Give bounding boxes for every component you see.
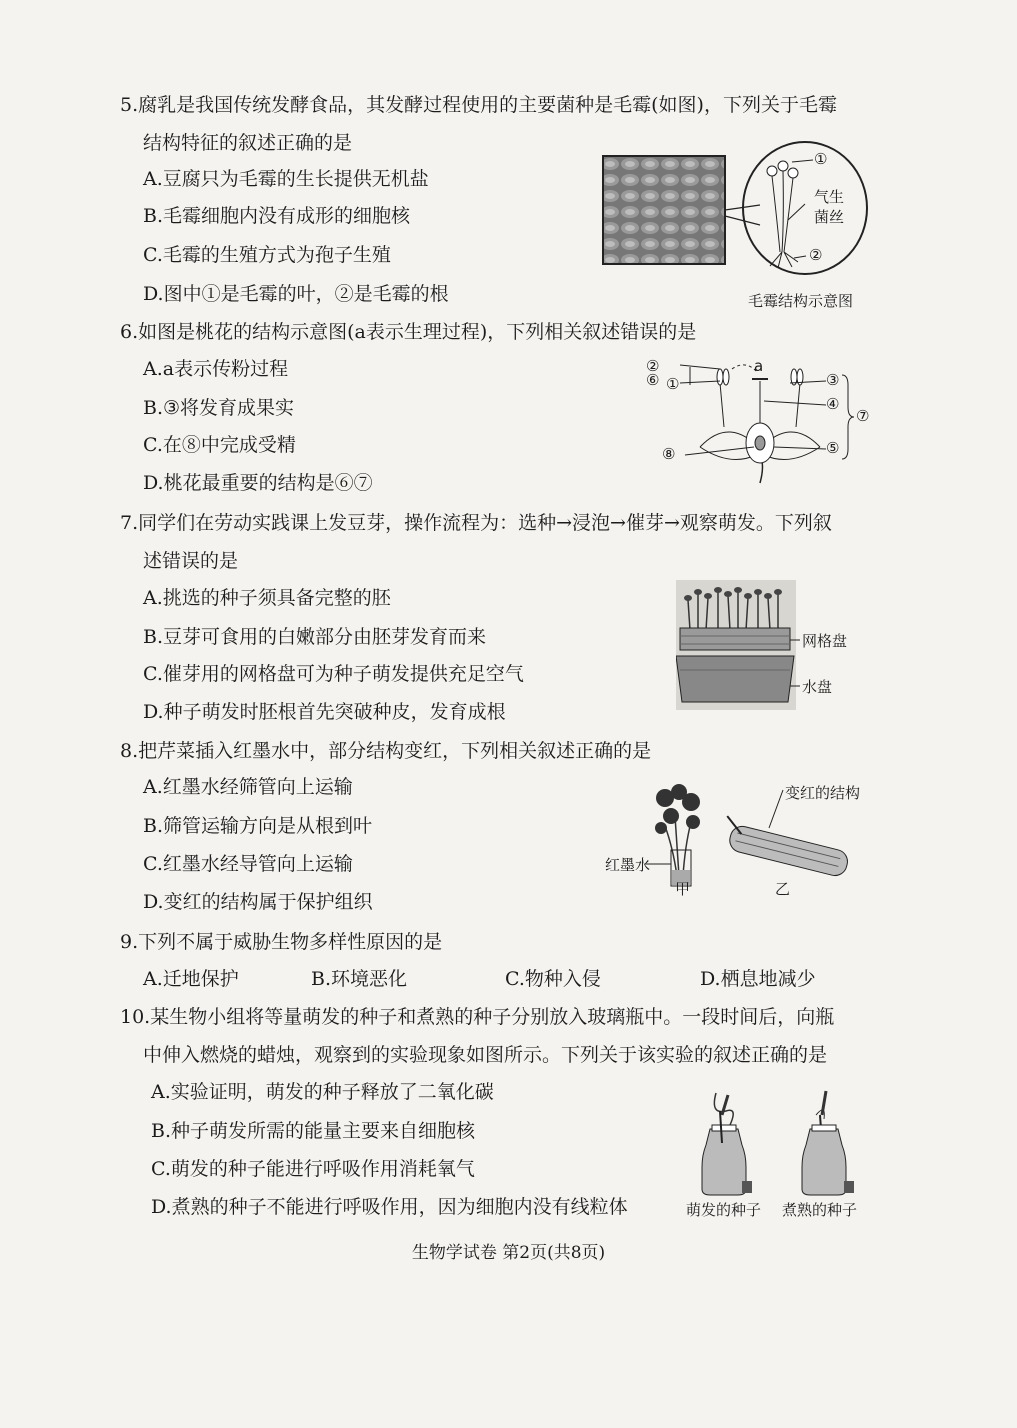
label-red-structure: 变红的结构 [785, 784, 861, 802]
q10-stem-line1: 10.某生物小组将等量萌发的种子和煮熟的种子分别放入玻璃瓶中。一段时间后，向瓶 [120, 1006, 835, 1028]
q7-option-d: D.种子萌发时胚根首先突破种皮，发育成根 [143, 701, 506, 723]
q5-option-b: B.毛霉细胞内没有成形的细胞核 [143, 205, 411, 227]
q10-option-c: C.萌发的种子能进行呼吸作用消耗氧气 [151, 1158, 475, 1180]
flower-label-7: ⑦ [856, 407, 870, 425]
q8-option-d: D.变红的结构属于保护组织 [143, 891, 373, 913]
mold-label-aerial: 气生 [814, 188, 845, 206]
mold-figure [600, 140, 880, 315]
q9-option-c: C.物种入侵 [505, 968, 601, 990]
q6-stem: 6.如图是桃花的结构示意图(a表示生理过程)，下列相关叙述错误的是 [120, 321, 697, 343]
seed-jars-diagram [686, 1085, 878, 1200]
flower-label-1: ① [666, 375, 680, 393]
q7-stem-line2: 述错误的是 [143, 550, 239, 572]
mold-label-1: ① [814, 150, 828, 168]
q8-option-c: C.红墨水经导管向上运输 [143, 853, 353, 875]
bean-sprout-figure [676, 580, 876, 720]
flower-label-a: a [754, 357, 764, 375]
label-cooked-seeds: 煮熟的种子 [782, 1201, 858, 1219]
label-water-tray: 水盘 [802, 678, 833, 696]
celery-figure [605, 776, 880, 906]
label-red-ink: 红墨水 [605, 856, 651, 874]
peach-flower-figure [640, 355, 880, 495]
q5-option-a: A.豆腐只为毛霉的生长提供无机盐 [143, 168, 429, 190]
q5-option-d: D.图中①是毛霉的叶，②是毛霉的根 [143, 283, 449, 305]
q8-option-a: A.红墨水经筛管向上运输 [143, 776, 353, 798]
mold-caption: 毛霉结构示意图 [748, 292, 854, 310]
q7-option-c: C.催芽用的网格盘可为种子萌发提供充足空气 [143, 663, 524, 685]
flower-label-4: ④ [826, 395, 840, 413]
flower-label-5: ⑤ [826, 439, 840, 457]
page-footer: 生物学试卷 第2页(共8页) [411, 1243, 606, 1263]
q6-option-a: A.a表示传粉过程 [143, 358, 289, 380]
flower-label-8: ⑧ [662, 445, 676, 463]
label-grid-tray: 网格盘 [802, 632, 848, 650]
q10-option-a: A.实验证明，萌发的种子释放了二氧化碳 [151, 1081, 494, 1103]
label-germinating-seeds: 萌发的种子 [686, 1201, 762, 1219]
mold-label-hyphae: 菌丝 [814, 208, 845, 226]
q10-option-b: B.种子萌发所需的能量主要来自细胞核 [151, 1120, 476, 1142]
q5-option-c: C.毛霉的生殖方式为孢子生殖 [143, 244, 391, 266]
flower-label-2: ② [646, 357, 660, 375]
q7-stem-line1: 7.同学们在劳动实践课上发豆芽，操作流程为：选种→浸泡→催芽→观察萌发。下列叙 [120, 512, 832, 534]
mold-label-2: ② [809, 246, 823, 264]
label-jia: 甲 [675, 880, 691, 898]
q9-option-b: B.环境恶化 [311, 968, 408, 990]
q9-option-d: D.栖息地减少 [700, 968, 816, 990]
q5-stem-line2: 结构特征的叙述正确的是 [143, 132, 353, 154]
q6-option-c: C.在⑧中完成受精 [143, 434, 296, 456]
q10-stem-line2: 中伸入燃烧的蜡烛，观察到的实验现象如图所示。下列关于该实验的叙述正确的是 [143, 1044, 828, 1066]
label-yi: 乙 [775, 880, 791, 898]
q8-option-b: B.筛管运输方向是从根到叶 [143, 815, 373, 837]
q7-option-b: B.豆芽可食用的白嫩部分由胚芽发育而来 [143, 626, 487, 648]
q10-option-d: D.煮熟的种子不能进行呼吸作用，因为细胞内没有线粒体 [151, 1196, 628, 1218]
flower-label-6: ⑥ [646, 371, 660, 389]
q6-option-b: B.③将发育成果实 [143, 397, 295, 419]
flower-label-3: ③ [826, 371, 840, 389]
q9-stem: 9.下列不属于威胁生物多样性原因的是 [120, 931, 443, 953]
q8-stem: 8.把芹菜插入红墨水中，部分结构变红，下列相关叙述正确的是 [120, 740, 652, 762]
q9-option-a: A.迁地保护 [143, 968, 239, 990]
q5-stem-line1: 5.腐乳是我国传统发酵食品，其发酵过程使用的主要菌种是毛霉(如图)，下列关于毛霉 [120, 94, 837, 116]
seed-jars-figure [686, 1085, 878, 1225]
q6-option-d: D.桃花最重要的结构是⑥⑦ [143, 472, 373, 494]
mold-diagram [600, 140, 880, 315]
q7-option-a: A.挑选的种子须具备完整的胚 [143, 587, 391, 609]
